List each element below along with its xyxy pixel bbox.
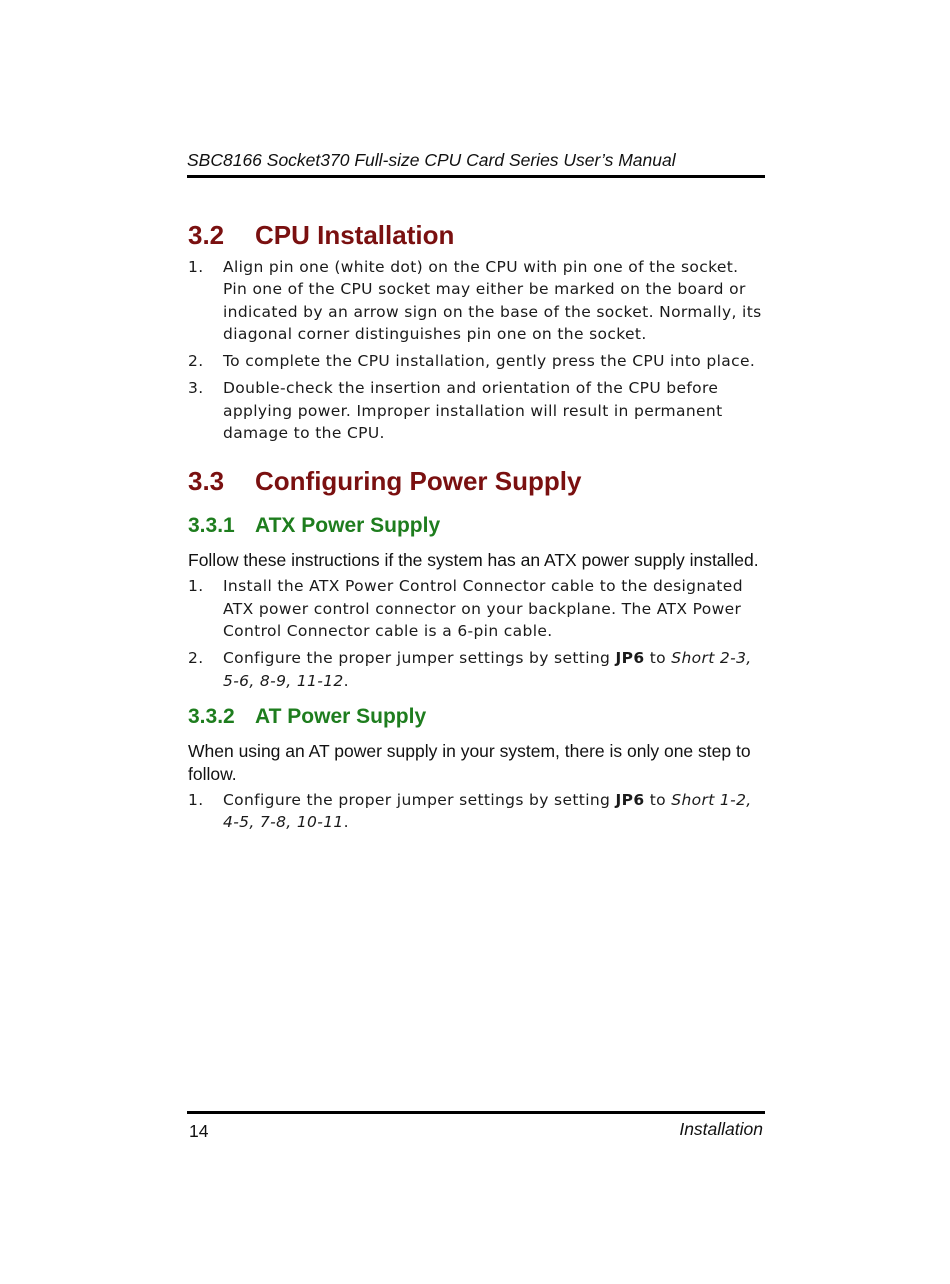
subsection-heading-atx-power-supply [188,512,766,540]
step-text-prefix: Configure the proper jumper settings by setting [223,649,616,668]
list-item [188,575,766,642]
step-text-suffix: . [343,671,349,690]
atx-steps [188,575,766,691]
atx-intro-paragraph: Follow these instructions if the system has an ATX power supply installed. [188,550,759,571]
section-heading-cpu-installation [188,218,766,252]
list-item [188,789,766,834]
step-text: Double-check the insertion and orientation of the CPU before applying power. Improper installation will result in permanent damage to the CPU. [223,379,723,443]
section-number: 3.3 [188,466,225,497]
section-heading-configuring-power-supply [188,464,766,498]
list-marker: 2. [188,649,204,668]
jumper-name: JP6 [615,649,645,668]
list-item [188,647,766,692]
list-item [188,256,766,345]
page-content [188,218,766,838]
subsection-title: ATX Power Supply [255,514,441,538]
step-text: Align pin one (white dot) on the CPU with pin one of the socket. Pin one of the CPU socket may either be marked on the board or indicated by an arrow sign on the base of the socket. Normally, its diagonal corner distinguishes pin one on the socket. [223,258,762,343]
step-text: To complete the CPU installation, gently press the CPU into place. [223,352,756,371]
section-number: 3.2 [188,220,225,250]
at-steps [188,789,766,834]
manual-title: SBC8166 Socket370 Full-size CPU Card Series User’s Manual [187,150,676,170]
subsection-heading-at-power-supply [188,703,766,731]
page-number: 14 [189,1121,209,1141]
list-marker: 3. [188,379,204,398]
page-footer [187,1111,765,1141]
list-marker: 1. [188,790,204,809]
section-title: CPU Installation [255,220,455,250]
subsection-number: 3.3.1 [188,514,235,538]
subsection-title: AT Power Supply [255,704,427,728]
jumper-name: JP6 [615,790,645,809]
cpu-installation-steps [188,256,766,444]
jumper-setting: Short 1-2, 4-5, 7-8, 10-11 [223,790,752,832]
section-title: Configuring Power Supply [255,466,582,497]
step-text-middle: to [644,790,672,809]
page-header [187,150,765,178]
at-intro-paragraph: When using an AT power supply in your system, there is only one step to follow. [188,740,751,784]
list-marker: 1. [188,258,204,276]
list-marker: 2. [188,352,204,371]
jumper-setting: Short 2-3, 5-6, 8-9, 11-12 [223,649,752,690]
step-text-prefix: Configure the proper jumper settings by setting [223,790,616,809]
step-text: Install the ATX Power Control Connector cable to the designated ATX power control connector on your backplane. The ATX Power Control Connector cable is a 6-pin cable. [223,577,743,640]
list-marker: 1. [188,577,204,596]
footer-section-name: Installation [679,1119,763,1139]
list-item [188,350,766,372]
subsection-number: 3.3.2 [188,704,235,728]
step-text-middle: to [644,649,672,668]
step-text-suffix: . [343,813,349,832]
list-item [188,377,766,444]
